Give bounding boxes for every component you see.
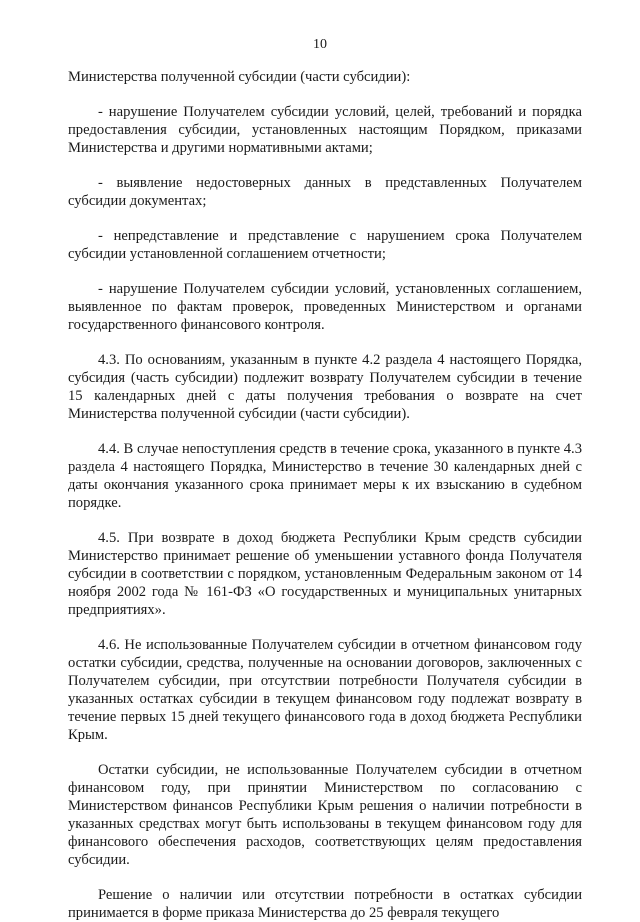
paragraph-section-4-6: 4.6. Не использованные Получателем субсидии в отчетном финансовом году остатки субсидии, средства, полученные на основании договоров, заключенных с Получателем субсидии, при отсутствии потребности Получателя субсидии в указанных остатках субсидии в текущем финансовом году подлежат возврату в течение первых 15 дней текущего финансового года в доход бюджета Республики Крым.	[68, 637, 582, 743]
paragraph-list-item-2: - выявление недостоверных данных в представленных Получателем субсидии документах;	[68, 175, 582, 209]
page-number: 10	[313, 37, 327, 52]
paragraph-section-4-5: 4.5. При возврате в доход бюджета Республики Крым средств субсидии Министерство принимает решение об уменьшении уставного фонда Получателя субсидии в соответствии с порядком, установленным Федеральным законом от 14 ноября 2002 года № 161-ФЗ «О государственных и муниципальных унитарных предприятиях».	[68, 530, 582, 618]
paragraph-list-item-3: - непредставление и представление с нарушением срока Получателем субсидии установленной соглашением отчетности;	[68, 228, 582, 262]
paragraph-list-item-4: - нарушение Получателем субсидии условий, установленных соглашением, выявленное по фактам проверок, проведенных Министерством и органами государственного финансового контроля.	[68, 281, 582, 333]
paragraph-list-item-1: - нарушение Получателем субсидии условий, целей, требований и порядка предоставления субсидии, установленных настоящим Порядком, приказами Министерства и другими нормативными актами;	[68, 104, 582, 156]
paragraph-remaining-subsidy: Остатки субсидии, не использованные Получателем субсидии в отчетном финансовом году, при принятии Министерством по согласованию с Министерством финансов Республики Крым решения о наличии потребности в указанных средствах могут быть использованы в текущем финансовом году для финансового обеспечения расходов, соответствующих целям предоставления субсидии.	[68, 762, 582, 868]
paragraph-section-4-3: 4.3. По основаниям, указанным в пункте 4.2 раздела 4 настоящего Порядка, субсидия (часть субсидии) подлежит возврату Получателем субсидии в течение 15 календарных дней с даты получения требования о возврате на счет Министерства полученной субсидии (части субсидии).	[68, 352, 582, 422]
paragraph-continuation: Министерства полученной субсидии (части субсидии):	[68, 69, 411, 85]
paragraph-section-4-4: 4.4. В случае непоступления средств в течение срока, указанного в пункте 4.3 раздела 4 настоящего Порядка, Министерство в течение 30 календарных дней с даты окончания указанного срока принимает меры к их взысканию в судебном порядке.	[68, 441, 582, 511]
document-body	[68, 68, 582, 922]
paragraph-decision: Решение о наличии или отсутствии потребности в остатках субсидии принимается в форме приказа Министерства до 25 февраля текущего	[68, 887, 582, 921]
